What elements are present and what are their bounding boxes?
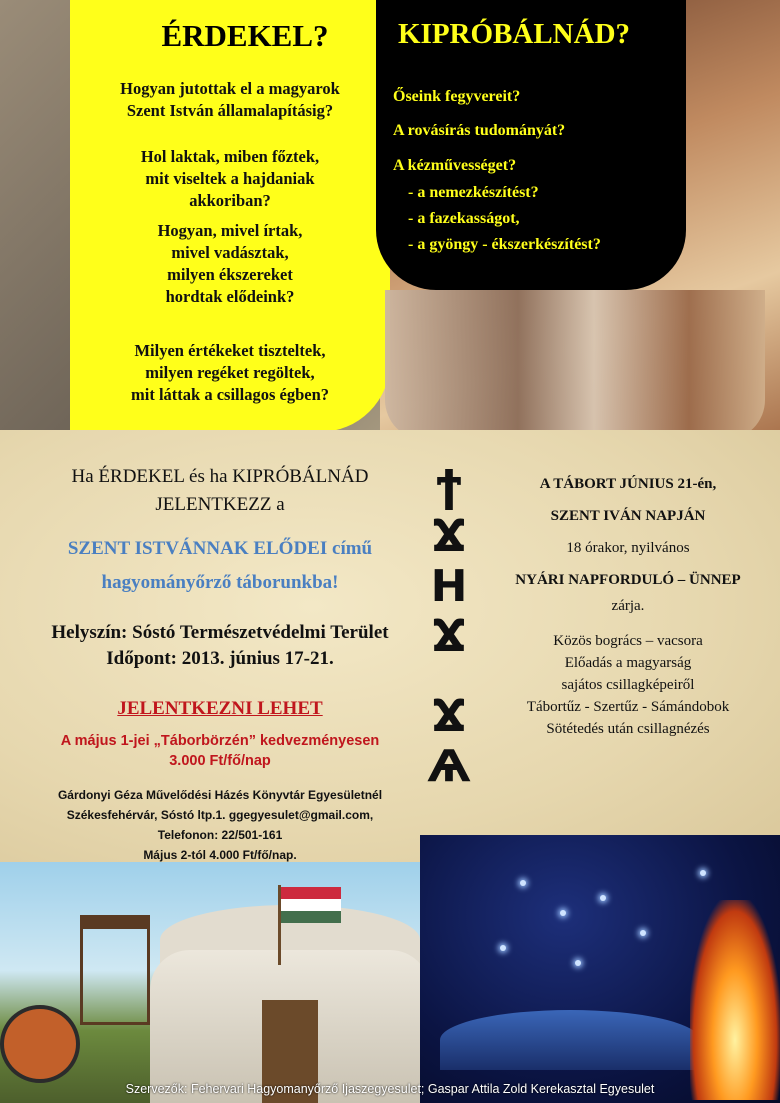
subitem-pottery: - a fazekasságot, <box>408 210 520 227</box>
question-2: Hol laktak, miben főztek, mit viseltek a hajdaniak akkoriban? <box>140 147 320 210</box>
hungarian-flag-green <box>281 911 341 923</box>
location: Helyszín: Sóstó Természetvédelmi Terület <box>51 622 389 643</box>
erdekel-title: ÉRDEKEL? <box>161 18 329 53</box>
closing-line-2: SZENT IVÁN NAPJÁN <box>550 508 706 524</box>
rune-4: Ϫ <box>431 611 467 662</box>
subitem-felt: - a nemezkészítést? <box>408 184 539 201</box>
signup-heading: JELENTKEZNI LEHET <box>117 698 323 719</box>
bonfire-image <box>690 900 780 1100</box>
rune-1: ϯ <box>436 461 462 512</box>
closing-line-1: A TÁBORT JÚNIUS 21-én, <box>539 476 717 492</box>
watchtower-image <box>80 915 150 1025</box>
cauldron-image <box>0 1005 80 1083</box>
hungarian-flag-white <box>281 899 341 911</box>
date: Időpont: 2013. június 17-21. <box>106 648 334 669</box>
program-item: sajátos csillagképeiről <box>561 677 695 693</box>
closing-line-3: 18 órakor, nyilvános <box>566 540 690 556</box>
invite-line-2: JELENTKEZZ a <box>155 494 285 515</box>
discount-line: A május 1-jei „Táborbörzén” kedvezményesen <box>60 733 380 749</box>
question-3: Hogyan, mivel írtak, mivel vadásztak, milyen ékszereket hordtak elődeink? <box>157 221 303 306</box>
item-weapons: Őseink fegyvereit? <box>393 88 521 105</box>
program-item: Előadás a magyarság <box>564 655 692 671</box>
hungarian-flag-red <box>281 887 341 899</box>
rune-3: H <box>430 561 468 612</box>
crafts-photo-strip <box>385 290 765 440</box>
program-item: Közös bogrács – vacsora <box>553 633 703 649</box>
discount-price: 3.000 Ft/fő/nap <box>169 753 271 769</box>
question-4: Milyen értékeket tiszteltek, milyen regéket regöltek, mit láttak a csillagos égben? <box>131 341 329 404</box>
address-email: Székesfehérvár, Sóstó ltp.1. ggegyesulet@gmail.com, <box>66 808 374 822</box>
closing-line-5: zárja. <box>611 598 645 614</box>
item-crafts: A kézművességet? <box>393 157 517 174</box>
program-list <box>478 630 778 740</box>
organizer: Gárdonyi Géza Művelődési Házés Könyvtár Egyesületnél <box>57 788 383 802</box>
subitem-beads: - a gyöngy - ékszerkészítést? <box>408 236 601 253</box>
rune-6: Ѧ <box>427 741 471 792</box>
question-1: Hogyan jutottak el a magyarok Szent István államalapításig? <box>120 79 340 120</box>
phone: Telefonon: 22/501-161 <box>157 828 283 842</box>
program-item: Sötétedés után csillagnézés <box>546 721 710 737</box>
invite-line-1: Ha ÉRDEKEL és ha KIPRÓBÁLNÁD <box>71 466 369 487</box>
closing-line-4: NYÁRI NAPFORDULÓ – ÜNNEP <box>515 572 741 588</box>
kiprobalnad-title: KIPRÓBÁLNÁD? <box>398 18 631 50</box>
camp-name: SZENT ISTVÁNNAK ELŐDEI című <box>67 538 373 559</box>
lake-image <box>440 1010 700 1070</box>
program-item: Tábortűz - Szertűz - Sámándobok <box>526 699 730 715</box>
later-price: Május 2-tól 4.000 Ft/fő/nap. <box>143 848 297 862</box>
rune-column <box>424 462 474 792</box>
rune-5: Ϫ <box>431 691 467 742</box>
organizers-footer: Szervezők: Fehervari Hagyomanyőrző Ijaszegyesulet; Gaspar Attila Zold Kerekasztal Egyesulet <box>125 1082 655 1096</box>
rune-2: Ϫ <box>431 511 467 562</box>
camp-line-2: hagyományőrző táborunkba! <box>101 572 339 593</box>
item-runes: A rovásírás tudományát? <box>393 122 566 139</box>
